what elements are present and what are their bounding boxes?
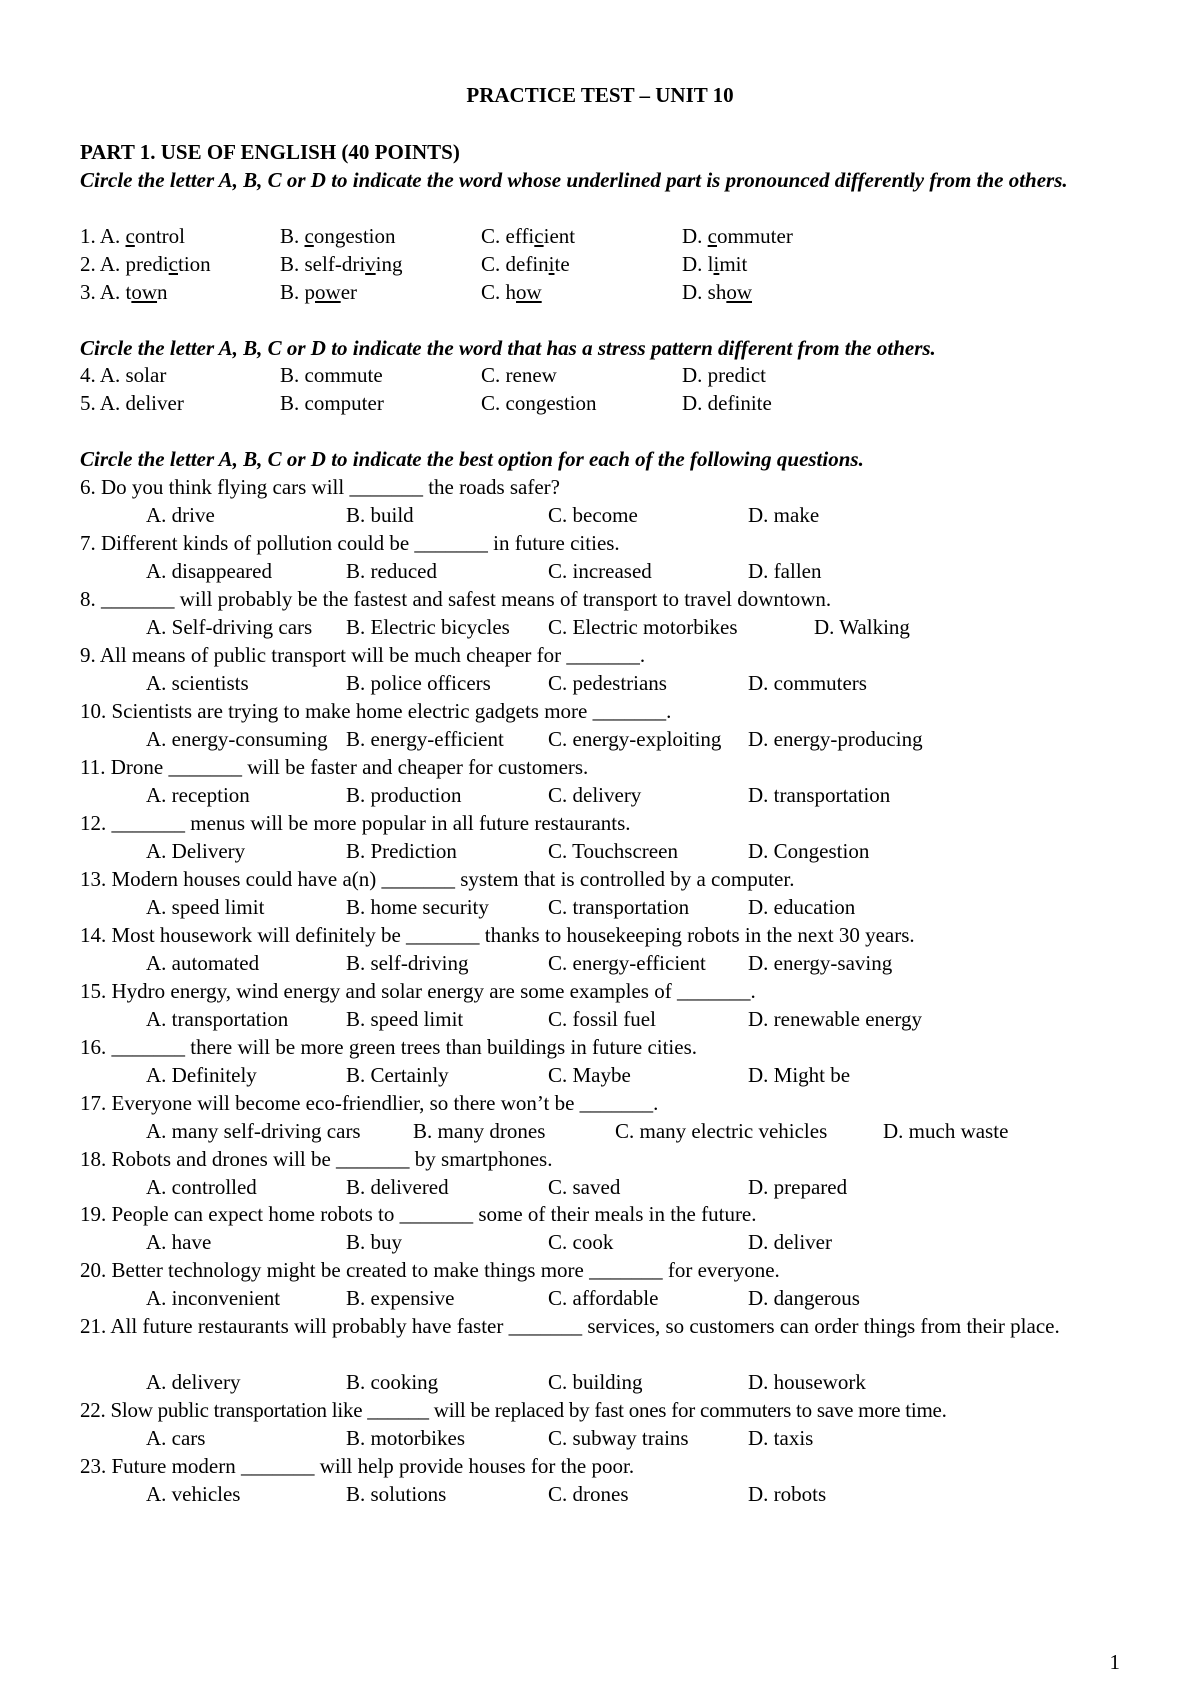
- option-c: C. building: [548, 1370, 643, 1394]
- option-b: B. Prediction: [346, 839, 457, 863]
- option-a: A. reception: [146, 783, 250, 807]
- question-stem: 16. _______ there will be more green trees than buildings in future cities.: [80, 1035, 698, 1059]
- option-b: B. commute: [280, 363, 383, 387]
- option-b: B. speed limit: [346, 1007, 464, 1031]
- option-c: C. congestion: [481, 391, 597, 415]
- question-stem: 19. People can expect home robots to _______ some of their meals in the future.: [80, 1202, 757, 1226]
- option-a: A. cars: [146, 1426, 206, 1450]
- option-d: D. Might be: [748, 1063, 851, 1087]
- option-d: D. transportation: [748, 783, 891, 807]
- option-c: C. become: [548, 503, 638, 527]
- option-c: C. drones: [548, 1482, 629, 1506]
- option-b: B. buy: [346, 1230, 403, 1254]
- option-d: D. housework: [748, 1370, 866, 1394]
- question-stem: 14. Most housework will definitely be _______ thanks to housekeeping robots in the next 30 years.: [80, 923, 915, 947]
- question-stem: 11. Drone _______ will be faster and cheaper for customers.: [80, 755, 589, 779]
- question-stem: 20. Better technology might be created to make things more _______ for everyone.: [80, 1258, 780, 1282]
- instruction-pronunciation: Circle the letter A, B, C or D to indicate the word whose underlined part is pronounced differently from the others.: [80, 168, 1068, 192]
- option-c: C. subway trains: [548, 1426, 689, 1450]
- option-b: B. congestion: [280, 224, 396, 248]
- option-d: D. fallen: [748, 559, 822, 583]
- option-b: B. production: [346, 783, 462, 807]
- option-c: C. renew: [481, 363, 557, 387]
- option-c: C. energy-exploiting: [548, 727, 722, 751]
- option-b: B. self-driving: [280, 252, 403, 276]
- option-d: D. commuter: [682, 224, 793, 248]
- question-stem: 23. Future modern _______ will help provide houses for the poor.: [80, 1454, 635, 1478]
- option-b: B. solutions: [346, 1482, 447, 1506]
- option-a: A. transportation: [146, 1007, 289, 1031]
- option-d: D. commuters: [748, 671, 867, 695]
- option-d: D. deliver: [748, 1230, 832, 1254]
- question-stem: 12. _______ menus will be more popular in all future restaurants.: [80, 811, 631, 835]
- option-c: C. Maybe: [548, 1063, 631, 1087]
- option-a: A. have: [146, 1230, 212, 1254]
- option-d: D. limit: [682, 252, 748, 276]
- option-c: C. cook: [548, 1230, 614, 1254]
- option-d: D. predict: [682, 363, 766, 387]
- option-d: D. robots: [748, 1482, 827, 1506]
- option-b: B. power: [280, 280, 358, 304]
- option-a: A. speed limit: [146, 895, 265, 919]
- option-c: C. affordable: [548, 1286, 659, 1310]
- question-stem: 8. _______ will probably be the fastest and safest means of transport to travel downtown.: [80, 587, 832, 611]
- option-a: 1. A. control: [80, 224, 186, 248]
- option-b: B. computer: [280, 391, 384, 415]
- part-heading: PART 1. USE OF ENGLISH (40 POINTS): [80, 140, 460, 164]
- option-a: A. disappeared: [146, 559, 272, 583]
- option-d: D. show: [682, 280, 753, 304]
- option-a: 2. A. prediction: [80, 252, 211, 276]
- option-c: C. definite: [481, 252, 570, 276]
- option-a: A. delivery: [146, 1370, 241, 1394]
- option-d: D. education: [748, 895, 856, 919]
- option-a: A. controlled: [146, 1175, 257, 1199]
- option-a: A. vehicles: [146, 1482, 241, 1506]
- option-d: D. definite: [682, 391, 772, 415]
- option-c: C. transportation: [548, 895, 690, 919]
- option-a: A. Definitely: [146, 1063, 257, 1087]
- option-a: 4. A. solar: [80, 363, 167, 387]
- option-d: D. make: [748, 503, 820, 527]
- page-number: 1: [1109, 1650, 1120, 1674]
- instruction-best-option: Circle the letter A, B, C or D to indicate the best option for each of the following questions.: [80, 447, 864, 471]
- page-title: PRACTICE TEST – UNIT 10: [466, 83, 734, 107]
- question-stem: 6. Do you think flying cars will _______ the roads safer?: [80, 475, 560, 499]
- option-d: D. energy-producing: [748, 727, 923, 751]
- option-a: A. energy-consuming: [146, 727, 328, 751]
- question-stem: 15. Hydro energy, wind energy and solar energy are some examples of _______.: [80, 979, 756, 1003]
- option-b: B. self-driving: [346, 951, 469, 975]
- option-d: D. taxis: [748, 1426, 814, 1450]
- question-stem: 22. Slow public transportation like ______ will be replaced by fast ones for commuters to save more time.: [80, 1398, 947, 1422]
- option-b: B. expensive: [346, 1286, 455, 1310]
- option-c: C. how: [481, 280, 542, 304]
- option-c: C. pedestrians: [548, 671, 667, 695]
- option-b: B. cooking: [346, 1370, 439, 1394]
- option-d: D. dangerous: [748, 1286, 860, 1310]
- option-b: B. motorbikes: [346, 1426, 465, 1450]
- option-b: B. home security: [346, 895, 489, 919]
- option-b: B. police officers: [346, 671, 491, 695]
- option-d: D. energy-saving: [748, 951, 893, 975]
- option-b: B. many drones: [413, 1119, 546, 1143]
- option-d: D. Congestion: [748, 839, 870, 863]
- question-stem: 7. Different kinds of pollution could be _______ in future cities.: [80, 531, 620, 555]
- option-a: 5. A. deliver: [80, 391, 184, 415]
- option-b: B. energy-efficient: [346, 727, 504, 751]
- option-c: C. delivery: [548, 783, 642, 807]
- option-a: 3. A. town: [80, 280, 168, 304]
- option-a: A. many self-driving cars: [146, 1119, 361, 1143]
- option-c: C. saved: [548, 1175, 621, 1199]
- option-b: B. delivered: [346, 1175, 449, 1199]
- option-a: A. scientists: [146, 671, 249, 695]
- option-c: C. increased: [548, 559, 652, 583]
- option-c: C. efficient: [481, 224, 576, 248]
- option-c: C. energy-efficient: [548, 951, 706, 975]
- question-stem: 9. All means of public transport will be much cheaper for _______.: [80, 643, 646, 667]
- option-a: A. drive: [146, 503, 215, 527]
- option-b: B. build: [346, 503, 414, 527]
- option-c: C. Electric motorbikes: [548, 615, 738, 639]
- option-c: C. many electric vehicles: [615, 1119, 828, 1143]
- question-stem: 18. Robots and drones will be _______ by smartphones.: [80, 1147, 553, 1171]
- option-d: D. Walking: [814, 615, 910, 639]
- option-d: D. prepared: [748, 1175, 848, 1199]
- option-a: A. inconvenient: [146, 1286, 281, 1310]
- option-a: A. Self-driving cars: [146, 615, 313, 639]
- option-d: D. renewable energy: [748, 1007, 922, 1031]
- question-stem: 13. Modern houses could have a(n) _______ system that is controlled by a computer.: [80, 867, 795, 891]
- question-stem: 17. Everyone will become eco-friendlier, so there won’t be _______.: [80, 1091, 659, 1115]
- option-a: A. automated: [146, 951, 260, 975]
- question-stem: 10. Scientists are trying to make home electric gadgets more _______.: [80, 699, 672, 723]
- option-b: B. reduced: [346, 559, 437, 583]
- option-c: C. fossil fuel: [548, 1007, 656, 1031]
- question-stem: 21. All future restaurants will probably have faster _______ services, so customers can order things from their place.: [80, 1314, 1060, 1338]
- instruction-stress: Circle the letter A, B, C or D to indicate the word that has a stress pattern different from the others.: [80, 336, 936, 360]
- option-c: C. Touchscreen: [548, 839, 678, 863]
- option-b: B. Certainly: [346, 1063, 449, 1087]
- option-b: B. Electric bicycles: [346, 615, 510, 639]
- option-d: D. much waste: [883, 1119, 1009, 1143]
- option-a: A. Delivery: [146, 839, 246, 863]
